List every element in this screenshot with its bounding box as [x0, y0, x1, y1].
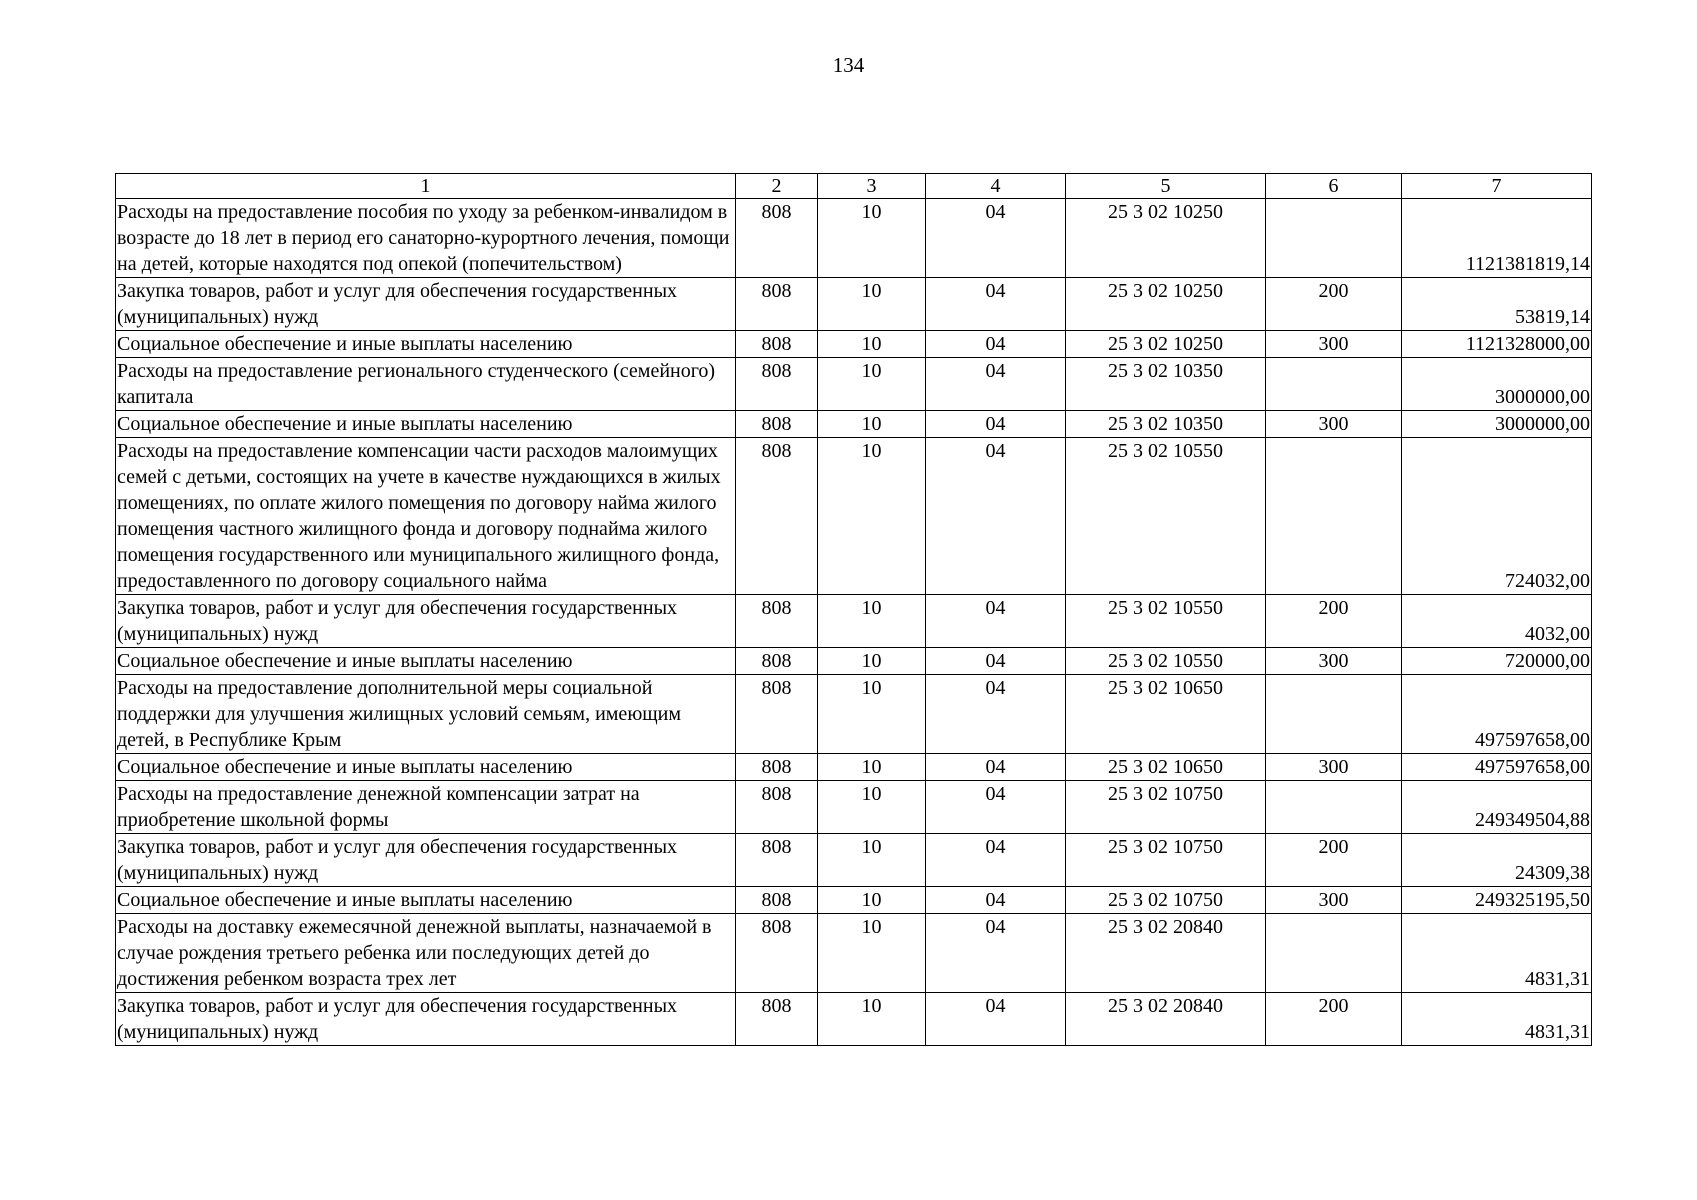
amount: 720000,00 [1402, 648, 1592, 675]
amount: 497597658,00 [1402, 675, 1592, 754]
target-article-code: 25 3 02 10550 [1066, 438, 1266, 595]
subsection-code: 04 [926, 358, 1066, 411]
expense-type-code: 200 [1266, 834, 1402, 887]
expense-type-code [1266, 199, 1402, 278]
subsection-code: 04 [926, 754, 1066, 781]
amount: 4831,31 [1402, 914, 1592, 993]
section-code: 10 [818, 675, 926, 754]
subsection-code: 04 [926, 411, 1066, 438]
amount: 249325195,50 [1402, 887, 1592, 914]
header-row [116, 174, 1592, 199]
table-row [116, 675, 1592, 754]
table-row [116, 278, 1592, 331]
subsection-code: 04 [926, 834, 1066, 887]
column-header: 5 [1066, 174, 1266, 199]
table-row [116, 887, 1592, 914]
expense-type-code [1266, 358, 1402, 411]
department-code: 808 [736, 675, 818, 754]
section-code: 10 [818, 331, 926, 358]
budget-table [115, 173, 1592, 1046]
section-code: 10 [818, 914, 926, 993]
subsection-code: 04 [926, 595, 1066, 648]
expense-type-code: 200 [1266, 278, 1402, 331]
amount: 249349504,88 [1402, 781, 1592, 834]
expense-name: Расходы на предоставление пособия по уходу за ребенком-инвалидом в возрасте до 18 лет в период его санаторно-курортного лечения, помощи на детей, которые находятся под опекой (попечительством) [116, 199, 736, 278]
target-article-code: 25 3 02 20840 [1066, 993, 1266, 1046]
table-row [116, 914, 1592, 993]
table-row [116, 648, 1592, 675]
expense-name: Закупка товаров, работ и услуг для обеспечения государственных (муниципальных) нужд [116, 993, 736, 1046]
department-code: 808 [736, 331, 818, 358]
expense-type-code: 200 [1266, 993, 1402, 1046]
expense-type-code: 300 [1266, 754, 1402, 781]
amount: 4831,31 [1402, 993, 1592, 1046]
column-header: 6 [1266, 174, 1402, 199]
column-header: 2 [736, 174, 818, 199]
expense-type-code [1266, 914, 1402, 993]
target-article-code: 25 3 02 20840 [1066, 914, 1266, 993]
amount: 4032,00 [1402, 595, 1592, 648]
subsection-code: 04 [926, 199, 1066, 278]
department-code: 808 [736, 358, 818, 411]
section-code: 10 [818, 648, 926, 675]
expense-type-code [1266, 438, 1402, 595]
table-row [116, 781, 1592, 834]
department-code: 808 [736, 754, 818, 781]
page-number: 134 [832, 53, 865, 77]
department-code: 808 [736, 887, 818, 914]
section-code: 10 [818, 993, 926, 1046]
department-code: 808 [736, 993, 818, 1046]
section-code: 10 [818, 438, 926, 595]
expense-name: Расходы на предоставление регионального студенческого (семейного) капитала [116, 358, 736, 411]
expense-name: Социальное обеспечение и иные выплаты населению [116, 754, 736, 781]
table-row [116, 411, 1592, 438]
subsection-code: 04 [926, 331, 1066, 358]
department-code: 808 [736, 834, 818, 887]
section-code: 10 [818, 411, 926, 438]
department-code: 808 [736, 438, 818, 595]
expense-name: Закупка товаров, работ и услуг для обеспечения государственных (муниципальных) нужд [116, 595, 736, 648]
subsection-code: 04 [926, 914, 1066, 993]
section-code: 10 [818, 781, 926, 834]
expense-name: Социальное обеспечение и иные выплаты населению [116, 331, 736, 358]
department-code: 808 [736, 914, 818, 993]
table-row [116, 595, 1592, 648]
expense-name: Закупка товаров, работ и услуг для обеспечения государственных (муниципальных) нужд [116, 834, 736, 887]
amount: 1121328000,00 [1402, 331, 1592, 358]
subsection-code: 04 [926, 438, 1066, 595]
expense-type-code: 200 [1266, 595, 1402, 648]
target-article-code: 25 3 02 10550 [1066, 595, 1266, 648]
target-article-code: 25 3 02 10250 [1066, 199, 1266, 278]
table-row [116, 331, 1592, 358]
table-row [116, 754, 1592, 781]
subsection-code: 04 [926, 887, 1066, 914]
amount: 3000000,00 [1402, 358, 1592, 411]
expense-name: Социальное обеспечение и иные выплаты населению [116, 648, 736, 675]
amount: 3000000,00 [1402, 411, 1592, 438]
subsection-code: 04 [926, 675, 1066, 754]
department-code: 808 [736, 199, 818, 278]
section-code: 10 [818, 887, 926, 914]
expense-name: Социальное обеспечение и иные выплаты населению [116, 411, 736, 438]
subsection-code: 04 [926, 993, 1066, 1046]
target-article-code: 25 3 02 10550 [1066, 648, 1266, 675]
department-code: 808 [736, 411, 818, 438]
expense-name: Социальное обеспечение и иные выплаты населению [116, 887, 736, 914]
expense-type-code: 300 [1266, 411, 1402, 438]
target-article-code: 25 3 02 10250 [1066, 331, 1266, 358]
expense-name: Расходы на предоставление компенсации части расходов малоимущих семей с детьми, состоящих на учете в качестве нуждающихся в жилых помещениях, по оплате жилого помещения по договору найма жилого помещения частного жилищного фонда и договору поднайма жилого помещения государственного или муниципального жилищного фонда, предоставленного по договору социального найма [116, 438, 736, 595]
amount: 724032,00 [1402, 438, 1592, 595]
expense-name: Расходы на предоставление дополнительной меры социальной поддержки для улучшения жилищных условий семьям, имеющим детей, в Республике Крым [116, 675, 736, 754]
expense-type-code: 300 [1266, 648, 1402, 675]
target-article-code: 25 3 02 10350 [1066, 411, 1266, 438]
table-row [116, 993, 1592, 1046]
amount: 1121381819,14 [1402, 199, 1592, 278]
amount: 24309,38 [1402, 834, 1592, 887]
target-article-code: 25 3 02 10350 [1066, 358, 1266, 411]
section-code: 10 [818, 358, 926, 411]
subsection-code: 04 [926, 781, 1066, 834]
expense-name: Расходы на предоставление денежной компенсации затрат на приобретение школьной формы [116, 781, 736, 834]
expense-name: Расходы на доставку ежемесячной денежной выплаты, назначаемой в случае рождения третьего ребенка или последующих детей до достижения ребенком возраста трех лет [116, 914, 736, 993]
expense-type-code [1266, 675, 1402, 754]
target-article-code: 25 3 02 10250 [1066, 278, 1266, 331]
expense-type-code: 300 [1266, 331, 1402, 358]
section-code: 10 [818, 199, 926, 278]
target-article-code: 25 3 02 10750 [1066, 887, 1266, 914]
table-row [116, 438, 1592, 595]
table-row [116, 358, 1592, 411]
department-code: 808 [736, 781, 818, 834]
department-code: 808 [736, 595, 818, 648]
expense-type-code [1266, 781, 1402, 834]
target-article-code: 25 3 02 10750 [1066, 781, 1266, 834]
section-code: 10 [818, 834, 926, 887]
table-row [116, 834, 1592, 887]
column-header: 1 [116, 174, 736, 199]
department-code: 808 [736, 278, 818, 331]
subsection-code: 04 [926, 278, 1066, 331]
section-code: 10 [818, 754, 926, 781]
amount: 497597658,00 [1402, 754, 1592, 781]
target-article-code: 25 3 02 10750 [1066, 834, 1266, 887]
subsection-code: 04 [926, 648, 1066, 675]
expense-type-code: 300 [1266, 887, 1402, 914]
expense-name: Закупка товаров, работ и услуг для обеспечения государственных (муниципальных) нужд [116, 278, 736, 331]
section-code: 10 [818, 278, 926, 331]
column-header: 7 [1402, 174, 1592, 199]
department-code: 808 [736, 648, 818, 675]
table-row [116, 199, 1592, 278]
target-article-code: 25 3 02 10650 [1066, 754, 1266, 781]
section-code: 10 [818, 595, 926, 648]
column-header: 4 [926, 174, 1066, 199]
amount: 53819,14 [1402, 278, 1592, 331]
column-header: 3 [818, 174, 926, 199]
target-article-code: 25 3 02 10650 [1066, 675, 1266, 754]
